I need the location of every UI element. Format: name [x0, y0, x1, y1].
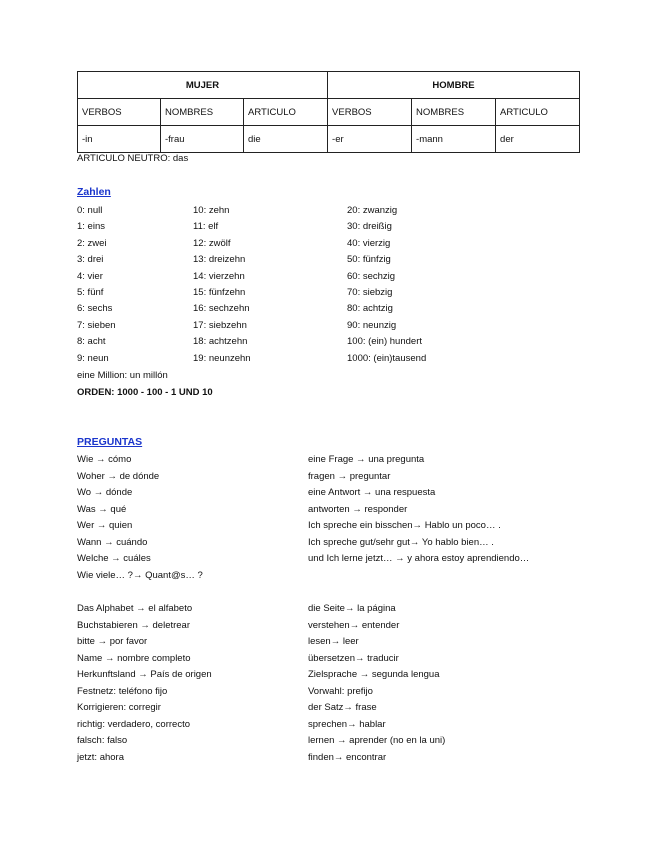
- list-item: Herkunftsland → País de origen: [77, 669, 212, 680]
- list-item: Wo → dónde: [77, 487, 133, 498]
- list-item: 14: vierzehn: [193, 270, 245, 282]
- list-item: die Seite→ la página: [308, 603, 396, 614]
- list-item: 17: siebzehn: [193, 319, 247, 331]
- list-item: 60: sechzig: [347, 270, 396, 282]
- list-item: 11: elf: [193, 221, 219, 233]
- table-row: [78, 126, 580, 153]
- list-item: 13: dreizehn: [193, 254, 246, 266]
- list-item: 9: neun: [77, 352, 109, 364]
- list-item: Wann → cuándo: [77, 536, 148, 548]
- list-item: jetzt: ahora: [77, 751, 124, 763]
- value-cell: -in: [78, 126, 161, 153]
- header-cell: VERBOS: [328, 99, 412, 126]
- orden-line: ORDEN: 1000 - 100 - 1 UND 10: [77, 387, 213, 398]
- list-item: 12: zwölf: [193, 237, 231, 249]
- list-item: 20: zwanzig: [347, 205, 398, 216]
- list-item: 0: null: [77, 205, 103, 216]
- list-item: 4: vier: [77, 270, 103, 282]
- list-item: 15: fünfzehn: [193, 286, 246, 298]
- zahlen-column-2: [193, 205, 251, 369]
- list-item: 16: sechzehn: [193, 303, 250, 315]
- value-cell: die: [244, 126, 328, 153]
- group-mujer: MUJER: [78, 72, 328, 99]
- list-item: verstehen→ entender: [308, 619, 400, 631]
- list-item: und Ich lerne jetzt… → y ahora estoy aprendiendo…: [308, 553, 530, 564]
- list-item: 3: drei: [77, 254, 104, 266]
- list-item: 90: neunzig: [347, 319, 397, 331]
- preguntas-right-column: [308, 454, 529, 570]
- list-item: Festnetz: teléfono fijo: [77, 685, 168, 697]
- value-cell: der: [496, 126, 580, 153]
- list-item: Wie viele… ?→ Quant@s… ?: [77, 569, 203, 581]
- list-item: 5: fünf: [77, 286, 104, 298]
- list-item: richtig: verdadero, correcto: [77, 718, 190, 730]
- group-hombre: HOMBRE: [328, 72, 580, 99]
- value-cell: -er: [328, 126, 412, 153]
- header-cell: NOMBRES: [412, 99, 496, 126]
- value-cell: -frau: [161, 126, 244, 153]
- header-cell: ARTICULO: [244, 99, 328, 126]
- list-item: lernen → aprender (no en la uni): [308, 735, 446, 746]
- header-cell: VERBOS: [78, 99, 161, 126]
- list-item: 80: achtzig: [347, 303, 393, 315]
- value-cell: -mann: [412, 126, 496, 153]
- list-item: 1000: (ein)tausend: [347, 352, 427, 364]
- list-item: eine Frage → una pregunta: [308, 454, 425, 465]
- table-header-row: [78, 99, 580, 126]
- list-item: Ich spreche gut/sehr gut→ Yo hablo bien… .: [308, 536, 494, 548]
- preguntas-left-column: [77, 454, 203, 586]
- list-item: Das Alphabet → el alfabeto: [77, 603, 193, 614]
- list-item: Ich spreche ein bisschen→ Hablo un poco… .: [308, 520, 501, 531]
- table-group-row: [78, 72, 580, 99]
- list-item: 7: sieben: [77, 319, 116, 331]
- list-item: fragen → preguntar: [308, 470, 391, 482]
- list-item: 1: eins: [77, 221, 105, 233]
- list-item: Woher → de dónde: [77, 470, 160, 482]
- header-cell: NOMBRES: [161, 99, 244, 126]
- list-item: 10: zehn: [193, 205, 230, 216]
- list-item: eine Antwort → una respuesta: [308, 487, 436, 498]
- preguntas-heading: PREGUNTAS: [77, 436, 143, 448]
- list-item: antworten → responder: [308, 503, 408, 515]
- vocab-left-column: [77, 603, 212, 768]
- list-item: sprechen→ hablar: [308, 718, 386, 730]
- zahlen-column-3: [347, 205, 426, 369]
- list-item: der Satz→ frase: [308, 702, 377, 713]
- zahlen-column-1: [77, 205, 116, 369]
- list-item: Name → nombre completo: [77, 652, 191, 664]
- list-item: 8: acht: [77, 336, 106, 348]
- list-item: übersetzen→ traducir: [308, 652, 399, 664]
- list-item: 40: vierzig: [347, 237, 391, 249]
- list-item: 50: fünfzig: [347, 254, 391, 266]
- list-item: Wie → cómo: [77, 454, 132, 465]
- list-item: 30: dreißig: [347, 221, 392, 233]
- list-item: Korrigieren: corregir: [77, 702, 161, 713]
- list-item: 70: siebzig: [347, 286, 393, 298]
- list-item: 2: zwei: [77, 237, 107, 249]
- list-item: Welche → cuáles: [77, 553, 151, 564]
- million-line: eine Million: un millón: [77, 370, 168, 381]
- list-item: 19: neunzehn: [193, 352, 251, 364]
- zahlen-heading: Zahlen: [77, 186, 111, 198]
- list-item: 6: sechs: [77, 303, 113, 315]
- list-item: finden→ encontrar: [308, 751, 387, 763]
- list-item: Buchstabieren → deletrear: [77, 619, 191, 631]
- list-item: falsch: falso: [77, 735, 128, 746]
- list-item: lesen→ leer: [308, 636, 359, 647]
- gender-suffix-table: [77, 71, 580, 153]
- list-item: Wer → quien: [77, 520, 133, 531]
- list-item: Was → qué: [77, 503, 127, 515]
- list-item: 100: (ein) hundert: [347, 336, 422, 348]
- header-cell: ARTICULO: [496, 99, 580, 126]
- list-item: 18: achtzehn: [193, 336, 248, 348]
- list-item: Vorwahl: prefijo: [308, 685, 373, 697]
- list-item: bitte → por favor: [77, 636, 148, 647]
- vocab-right-column: [308, 603, 445, 768]
- list-item: Zielsprache → segunda lengua: [308, 669, 440, 680]
- articulo-neutro-note: ARTICULO NEUTRO: das: [77, 153, 189, 164]
